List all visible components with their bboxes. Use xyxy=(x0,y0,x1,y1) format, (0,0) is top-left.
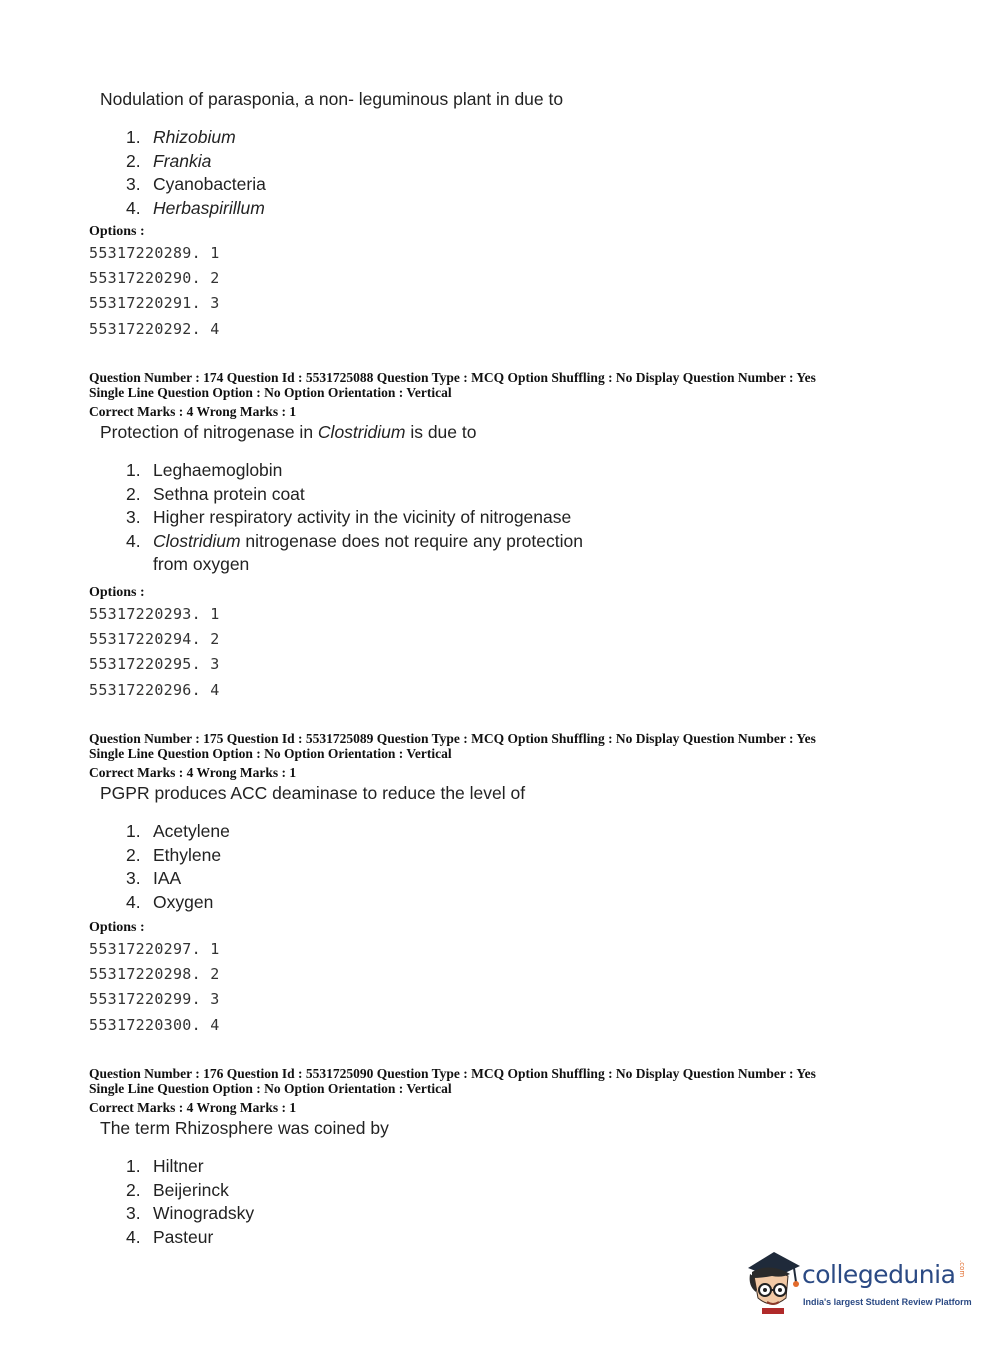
choice-item xyxy=(126,1226,254,1250)
choice-number: 4. xyxy=(126,197,141,218)
choice-text: Cyanobacteria xyxy=(153,174,266,194)
logo-suffix: .com xyxy=(958,1260,966,1278)
choice-list xyxy=(126,1155,254,1249)
question-meta-line: Single Line Question Option : No Option Orientation : Vertical xyxy=(89,385,452,400)
option-id: 55317220297. 1 xyxy=(89,940,220,958)
choice-item xyxy=(126,1202,254,1226)
choice-number: 2. xyxy=(126,483,141,504)
choice-number: 3. xyxy=(126,507,141,527)
question-text-part: Protection of nitrogenase in xyxy=(100,422,318,442)
choice-text: Oxygen xyxy=(153,891,214,912)
choice-item xyxy=(126,197,266,221)
choice-number: 2. xyxy=(126,844,141,865)
choice-number: 1. xyxy=(126,1156,141,1176)
option-id: 55317220289. 1 xyxy=(89,244,220,262)
choice-number: 4. xyxy=(126,891,141,912)
choice-text-part: from oxygen xyxy=(153,554,250,574)
option-id: 55317220294. 2 xyxy=(89,630,220,649)
option-id: 55317220295. 3 xyxy=(89,655,220,674)
choice-item xyxy=(126,150,266,174)
choice-list xyxy=(126,459,583,577)
choice-text: Frankia xyxy=(153,150,212,171)
option-id: 55317220296. 4 xyxy=(89,680,220,699)
question-text: Nodulation of parasponia, a non- leguminous plant in due to xyxy=(100,89,564,109)
choice-item xyxy=(126,1155,254,1179)
logo-wordmark: collegedunia xyxy=(802,1260,956,1289)
choice-number: 1. xyxy=(126,127,141,147)
options-list xyxy=(89,602,220,703)
question-meta-line: Single Line Question Option : No Option Orientation : Vertical xyxy=(89,746,452,761)
question-meta xyxy=(89,731,816,761)
choice-text: Sethna protein coat xyxy=(153,483,305,504)
choice-number: 1. xyxy=(126,460,141,480)
choice-text: Ethylene xyxy=(153,844,222,865)
choice-text: Leghaemoglobin xyxy=(153,460,283,480)
question-text-part: is due to xyxy=(405,422,477,442)
option-id: 55317220300. 4 xyxy=(89,1015,220,1034)
choice-list xyxy=(126,126,266,220)
choice-text: Higher respiratory activity in the vicinity of nitrogenase xyxy=(153,507,572,527)
option-id: 55317220291. 3 xyxy=(89,294,220,313)
question-text: PGPR produces ACC deaminase to reduce the level of xyxy=(100,783,526,803)
option-id: 55317220290. 2 xyxy=(89,269,220,288)
choice-number: 1. xyxy=(126,821,141,841)
question-text: The term Rhizosphere was coined by xyxy=(100,1118,389,1138)
choice-number: 3. xyxy=(126,174,141,194)
question-marks: Correct Marks : 4 Wrong Marks : 1 xyxy=(89,404,297,419)
choice-item xyxy=(126,173,266,197)
choice-number: 2. xyxy=(126,150,141,171)
question-meta xyxy=(89,1066,816,1096)
question-meta xyxy=(89,370,816,400)
options-list xyxy=(89,241,220,342)
collegedunia-logo xyxy=(742,1248,972,1320)
choice-text: Acetylene xyxy=(153,821,230,841)
choice-text: Beijerinck xyxy=(153,1179,229,1200)
options-label: Options : xyxy=(89,585,145,600)
question-text-italic: Clostridium xyxy=(317,422,406,442)
question-meta-line: Question Number : 175 Question Id : 5531725089 Question Type : MCQ Option Shuffling : No Display Question Number : Yes xyxy=(89,731,816,746)
choice-list xyxy=(126,820,230,914)
choice-text: Pasteur xyxy=(153,1226,214,1247)
choice-item xyxy=(126,459,583,483)
choice-text-part: nitrogenase does not require any protection xyxy=(240,530,583,551)
mascot-icon xyxy=(742,1248,802,1314)
options-label: Options : xyxy=(89,224,145,239)
option-id: 55317220293. 1 xyxy=(89,605,220,623)
choice-item xyxy=(126,867,230,891)
question-meta-line: Single Line Question Option : No Option Orientation : Vertical xyxy=(89,1081,452,1096)
question-meta-line: Question Number : 174 Question Id : 5531725088 Question Type : MCQ Option Shuffling : No Display Question Number : Yes xyxy=(89,370,816,385)
choice-number: 4. xyxy=(126,530,141,551)
choice-item xyxy=(126,844,230,868)
choice-number: 2. xyxy=(126,1179,141,1200)
choice-item xyxy=(126,483,583,507)
question-text xyxy=(100,422,476,443)
logo-tagline: India's largest Student Review Platform xyxy=(803,1297,972,1307)
choice-item xyxy=(126,126,266,150)
choice-item xyxy=(126,1179,254,1203)
options-label: Options : xyxy=(89,920,145,935)
choice-text xyxy=(153,530,583,577)
choice-text: Herbaspirillum xyxy=(153,197,265,218)
option-id: 55317220299. 3 xyxy=(89,990,220,1009)
choice-text: Rhizobium xyxy=(153,127,236,147)
choice-item xyxy=(126,506,583,530)
choice-item xyxy=(126,891,230,915)
choice-text: Winogradsky xyxy=(153,1203,255,1223)
choice-item xyxy=(126,530,583,577)
choice-text: IAA xyxy=(153,868,182,888)
options-list xyxy=(89,937,220,1038)
choice-number: 4. xyxy=(126,1226,141,1247)
choice-number: 3. xyxy=(126,1203,141,1223)
question-marks: Correct Marks : 4 Wrong Marks : 1 xyxy=(89,765,297,780)
question-meta-line: Question Number : 176 Question Id : 5531725090 Question Type : MCQ Option Shuffling : No Display Question Number : Yes xyxy=(89,1066,816,1081)
choice-item xyxy=(126,820,230,844)
question-marks: Correct Marks : 4 Wrong Marks : 1 xyxy=(89,1100,297,1115)
choice-text: Hiltner xyxy=(153,1156,204,1176)
option-id: 55317220292. 4 xyxy=(89,319,220,338)
choice-text-italic: Clostridium xyxy=(153,530,241,551)
option-id: 55317220298. 2 xyxy=(89,965,220,984)
choice-number: 3. xyxy=(126,868,141,888)
